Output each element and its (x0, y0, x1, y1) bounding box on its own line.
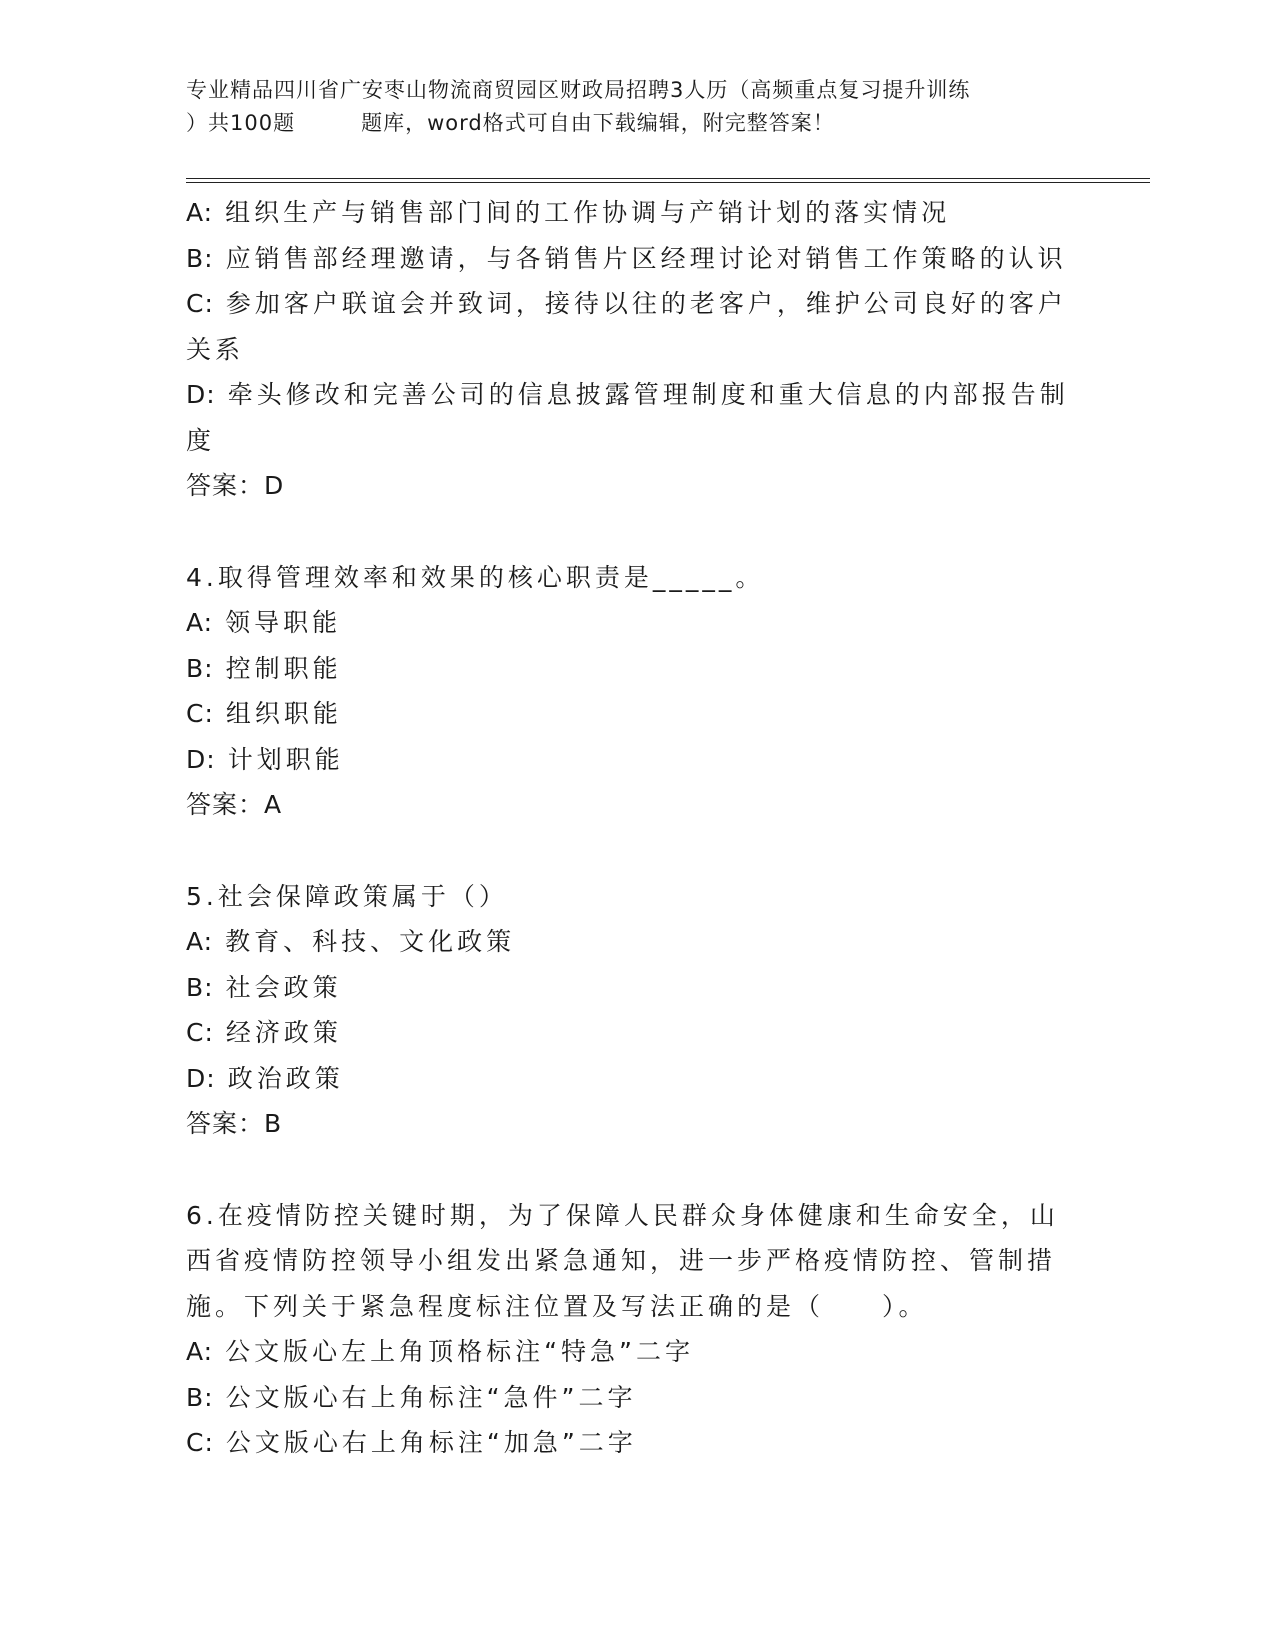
answer-label: 答案：D (186, 471, 285, 500)
option-b: B: 公文版心右上角标注“急件”二字 (186, 1382, 637, 1412)
document-header (186, 74, 1086, 140)
answer-label: 答案：A (186, 790, 283, 819)
question-block-3 (186, 190, 1086, 509)
question-text: 5.社会保障政策属于（） (186, 881, 508, 911)
option-a: A: 教育、科技、文化政策 (186, 927, 516, 956)
option-b: B: 控制职能 (186, 653, 342, 683)
option-a: A: 组织生产与销售部门间的工作协调与产销计划的落实情况 (186, 198, 951, 227)
header-rule-thin (186, 182, 1150, 183)
question-text: 6.在疫情防控关键时期，为了保障人民群众身体健康和生命安全，山西省疫情防控领导小组发出紧急通知，进一步严格疫情防控、管制措施。下列关于紧急程度标注位置及写法正确的是（ ）。 (186, 1200, 1059, 1321)
question-block-4 (186, 555, 1086, 828)
option-b: B: 应销售部经理邀请，与各销售片区经理讨论对销售工作策略的认识 (186, 243, 1067, 273)
option-d: D: 政治政策 (186, 1063, 344, 1093)
option-a: A: 公文版心左上角顶格标注“特急”二字 (186, 1337, 694, 1366)
question-block-6 (186, 1193, 1086, 1466)
header-line-2: ）共100题 题库，word格式可自由下载编辑，附完整答案！ (186, 111, 835, 135)
option-c: C: 参加客户联谊会并致词，接待以往的老客户，维护公司良好的客户关系 (186, 289, 1067, 364)
option-a: A: 领导职能 (186, 608, 342, 637)
option-d: D: 计划职能 (186, 744, 344, 774)
answer-label: 答案：B (186, 1109, 283, 1138)
option-c: C: 组织职能 (186, 699, 342, 728)
header-line-1: 专业精品四川省广安枣山物流商贸园区财政局招聘3人历（高频重点复习提升训练 (186, 78, 971, 102)
option-d: D: 牵头修改和完善公司的信息披露管理制度和重大信息的内部报告制度 (186, 380, 1069, 455)
header-rule-thick (186, 178, 1150, 179)
question-text: 4.取得管理效率和效果的核心职责是_____。 (186, 562, 765, 592)
option-c: C: 经济政策 (186, 1018, 342, 1047)
question-block-5 (186, 874, 1086, 1147)
option-b: B: 社会政策 (186, 972, 342, 1002)
option-c: C: 公文版心右上角标注“加急”二字 (186, 1428, 637, 1457)
document-body (186, 190, 1086, 1466)
